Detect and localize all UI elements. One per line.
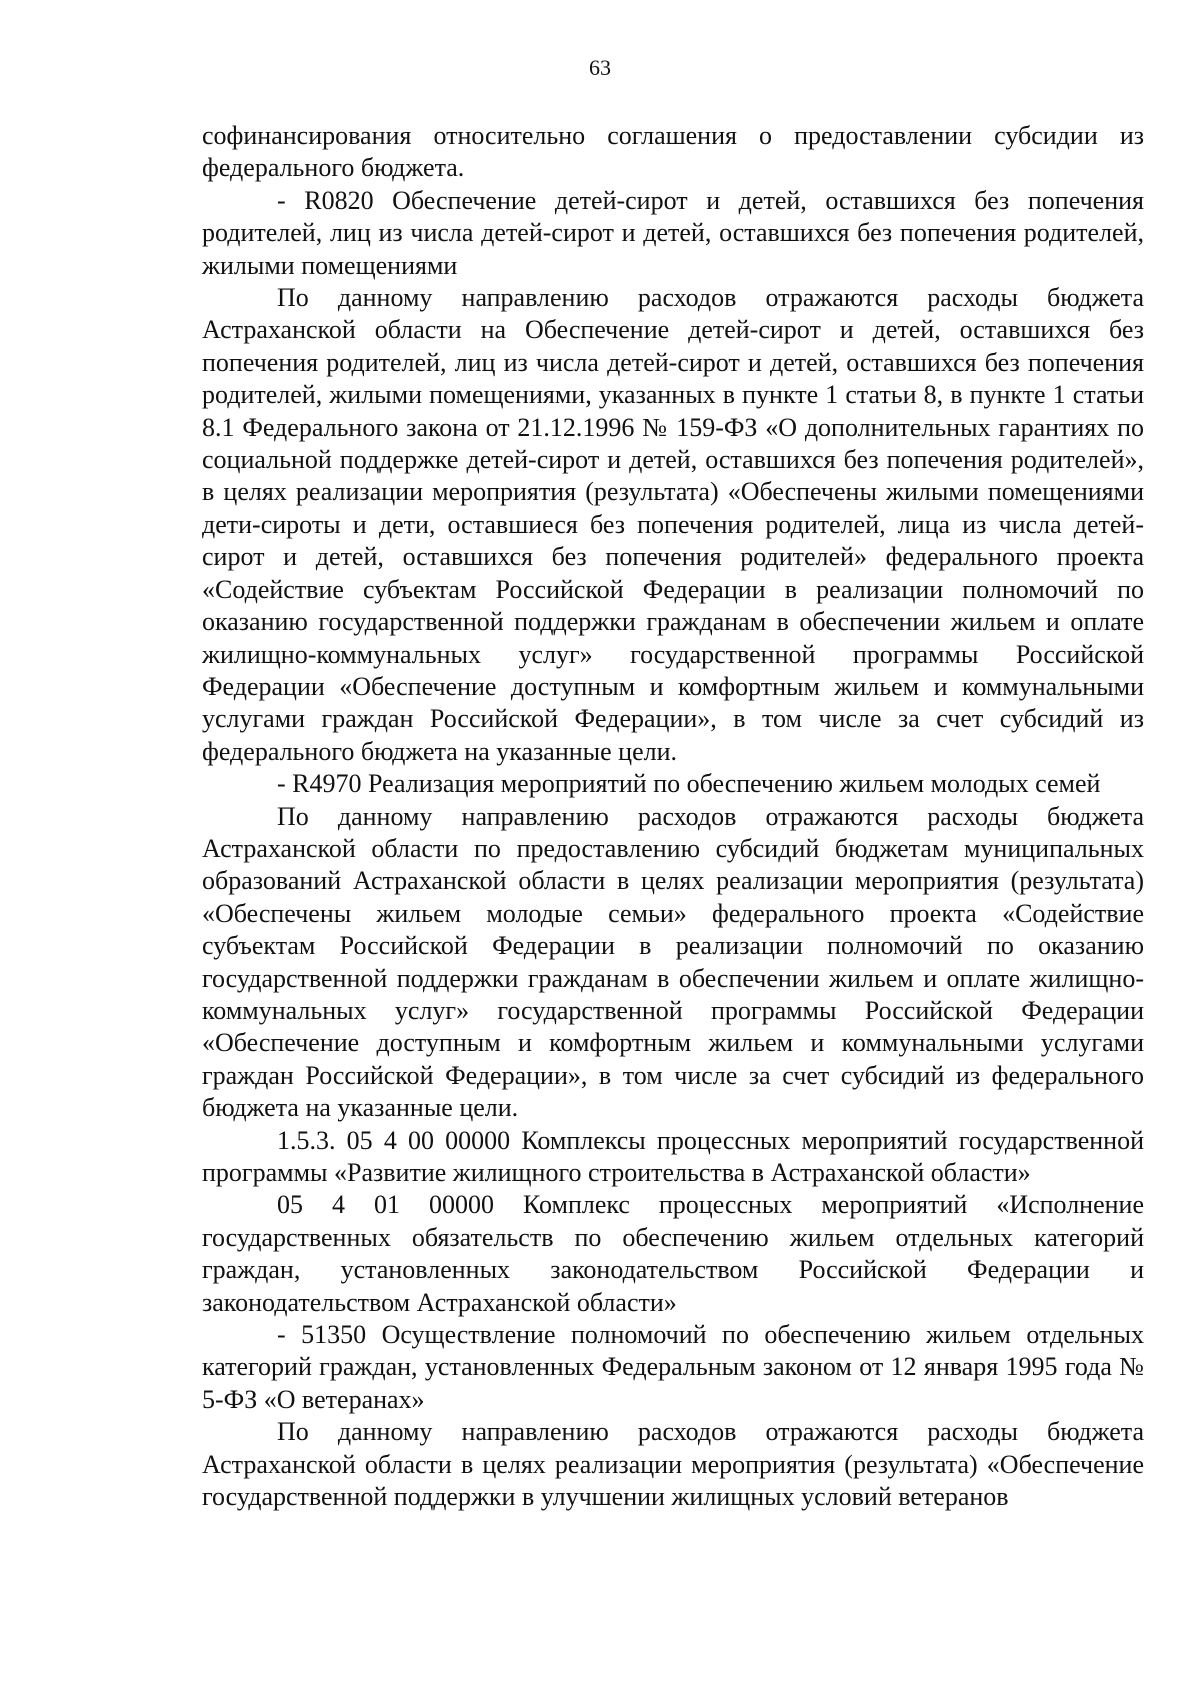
heading-r4970: - R4970 Реализация мероприятий по обеспечению жильем молодых семей <box>277 769 1101 799</box>
paragraph-r4970-description: По данному направлению расходов отражаются расходы бюджета Астраханской области по предоставлению субсидий бюджетам муниципальных образований Астраханской области в целях реализации мероприятия (результата) «Обеспечены жильем молодые семьи» федерального проекта «Содействие субъектам Российской Федерации в реализации полномочий по оказанию государственной поддержки гражданам в обеспечении жильем и оплате жилищно-коммунальных услуг» государственной программы Российской Федерации «Обеспечение доступным и комфортным жильем и коммунальными услугами граждан Российской Федерации», в том числе за счет субсидий из федерального бюджета на указанные цели. <box>202 801 1144 1123</box>
paragraph-51350-description: По данному направлению расходов отражаются расходы бюджета Астраханской области в целях реализации мероприятия (результата) «Обеспечение государственной поддержки в улучшении жилищных условий ветеранов <box>202 1417 1144 1512</box>
heading-51350: - 51350 Осуществление полномочий по обеспечению жильем отдельных категорий граждан, установленных Федеральным законом от 12 января 1995 года № 5-ФЗ «О ветеранах» <box>202 1320 1144 1414</box>
section-heading-1-5-3: 1.5.3. 05 4 00 00000 Комплексы процессных мероприятий государственной программы «Развитие жилищного строительства в Астраханской области» <box>202 1125 1144 1187</box>
heading-05-4-01: 05 4 01 00000 Комплекс процессных мероприятий «Исполнение государственных обязательств по обеспечению жильем отдельных категорий граждан, установленных законодательством Российской Федерации и законодательством Астраханской области» <box>202 1190 1144 1317</box>
page-number: 63 <box>589 55 611 80</box>
document-body <box>202 120 1144 1513</box>
heading-r0820: - R0820 Обеспечение детей-сирот и детей, оставшихся без попечения родителей, лиц из числа детей-сирот и детей, оставшихся без попечения родителей, жилыми помещениями <box>202 185 1144 280</box>
paragraph-r0820-description: По данному направлению расходов отражаются расходы бюджета Астраханской области на Обеспечение детей-сирот и детей, оставшихся без попечения родителей, лиц из числа детей-сирот и детей, оставшихся без попечения родителей, жилыми помещениями, указанных в пункте 1 статьи 8, в пункте 1 статьи 8.1 Федерального закона от 21.12.1996 № 159-ФЗ «О дополнительных гарантиях по социальной поддержке детей-сирот и детей, оставшихся без попечения родителей», в целях реализации мероприятия (результата) «Обеспечены жилыми помещениями дети-сироты и дети, оставшиеся без попечения родителей, лица из числа детей-сирот и детей, оставшихся без попечения родителей» федерального проекта «Содействие субъектам Российской Федерации в реализации полномочий по оказанию государственной поддержки гражданам в обеспечении жильем и оплате жилищно-коммунальных услуг» государственной программы Российской Федерации «Обеспечение доступным и комфортным жильем и коммунальными услугами граждан Российской Федерации», в том числе за счет субсидий из федерального бюджета на указанные цели. <box>202 283 1144 766</box>
paragraph-cofinancing-end: софинансирования относительно соглашения о предоставлении субсидии из федерального бюджета. <box>202 121 1144 183</box>
